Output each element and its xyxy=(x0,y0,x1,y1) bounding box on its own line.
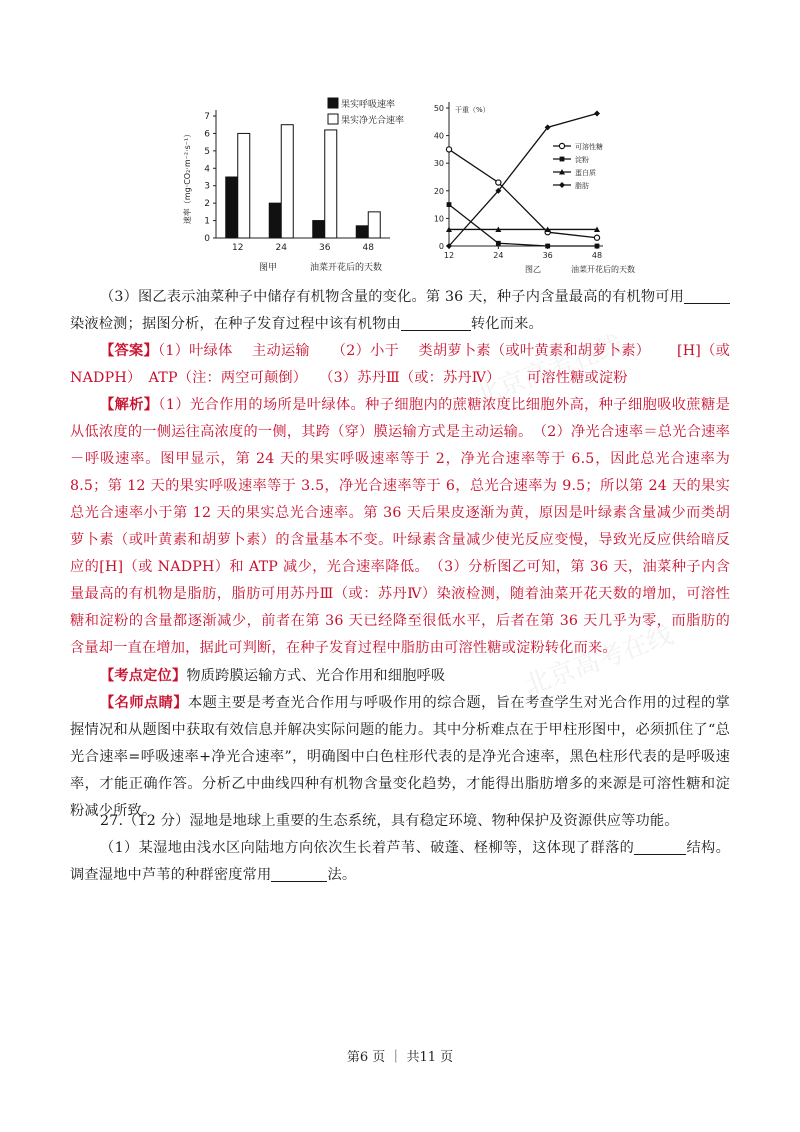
answer-blank[interactable] xyxy=(271,867,327,882)
x-axis-label: 油菜开花后的天数 xyxy=(571,265,635,274)
legend-marker xyxy=(559,182,565,188)
question-3: （3）图乙表示油菜种子中储存有机物含量的变化。第 36 天，种子内含量最高的有机物可用染液检测；据图分析，在种子发育过程中该有机物由 转化而来。 xyxy=(70,284,730,338)
question-27-head: 27.（12 分）湿地是地球上重要的生态系统，具有稳定环境、物种保护及资源供应等功能。 xyxy=(100,813,679,829)
data-point xyxy=(447,202,452,207)
x-tick-label: 48 xyxy=(591,251,603,260)
figure-label: 图乙 xyxy=(525,265,541,274)
legend-label: 淀粉 xyxy=(575,156,589,164)
y-tick-label: 0 xyxy=(204,234,210,244)
watermark: 北京高考在线 xyxy=(520,620,678,702)
bar-果实呼吸速率 xyxy=(313,221,325,238)
answer-blank[interactable] xyxy=(684,289,730,304)
y-tick-label: 6 xyxy=(204,129,210,140)
data-point xyxy=(594,111,600,117)
watermark: 北京高考在线 xyxy=(470,330,628,412)
y-tick-label: 5 xyxy=(204,146,210,157)
bar-果实净光合速率 xyxy=(238,133,250,238)
legend-marker xyxy=(559,143,564,148)
y-axis-label: 干重（%） xyxy=(455,106,490,114)
y-axis-label: 速率（mg·CO₂·m⁻²·s⁻¹） xyxy=(183,129,192,225)
x-tick-label: 36 xyxy=(542,251,553,260)
bar-果实呼吸速率 xyxy=(226,177,238,238)
data-point xyxy=(496,180,501,185)
x-tick-label: 48 xyxy=(362,243,374,253)
legend-label: 蛋白质 xyxy=(575,169,596,177)
bar-果实净光合速率 xyxy=(281,125,293,238)
legend-marker xyxy=(560,157,565,162)
kaodian-block: 【考点定位】物质跨膜运输方式、光合作用和细胞呼吸 xyxy=(100,668,446,684)
data-point xyxy=(595,244,600,249)
x-axis-label: 油菜开花后的天数 xyxy=(309,263,383,273)
y-tick-label: 1 xyxy=(204,216,210,227)
bar-果实净光合速率 xyxy=(368,212,380,238)
figure-label: 图甲 xyxy=(258,263,278,273)
legend-swatch xyxy=(328,114,338,124)
x-tick-label: 24 xyxy=(275,243,287,253)
line-chart-svg xyxy=(425,96,675,276)
y-tick-label: 7 xyxy=(204,112,210,122)
analysis-block: 【解析】（1）光合作用的场所是叶绿体。种子细胞内的蔗糖浓度比细胞外高，种子细胞吸收蔗糖是从低浓度的一侧运往高浓度的一侧，其跨（穿）膜运输方式是主动运输。 （2）净光合速率＝总光合速率－呼吸速率。图甲显示，第 24 天的果实呼吸速率等于 2，净光合速率等于 6.5，因此总光合速率为 8.5；第 12 天的果实呼吸速率等于 3.5，净光合速率等于 6，总光合速率为 9.5；所以第 24 天的果实总光合速率小于第 12 天的果实总光合速率。第 36 天后果皮逐渐为黄，原因是叶绿素含量减少而类胡萝卜素（或叶黄素和胡萝卜素）的含量基本不变。叶绿素含量减少使光反应变慢，导致光反应供给暗反应的[H]（或 NADPH）和 ATP 减少，光合速率降低。 （3）分析图乙可知，第 36 天，油菜种子内含量最高的有机物是脂肪，脂肪可用苏丹Ⅲ（或：苏丹Ⅳ）染液检测，随着油菜开花天数的增加，可溶性糖和淀粉的含量都逐渐减少，前者在第 36 天已经降至很低水平，后者在第 36 天几乎为零，而脂肪的含量却一直在增加，据此可判断，在种子发育过程中脂肪由可溶性糖或淀粉转化而来。 xyxy=(70,397,730,656)
data-point xyxy=(446,147,451,152)
y-tick-label: 40 xyxy=(433,131,444,141)
y-tick-label: 20 xyxy=(433,186,444,196)
legend-label: 可溶性糖 xyxy=(575,143,603,151)
legend-label: 脂肪 xyxy=(575,182,589,190)
data-point xyxy=(594,235,599,240)
legend-swatch xyxy=(328,98,338,108)
answer-block: 【答案】（1）叶绿体 主动运输 （2）小于 类胡萝卜素（或叶黄素和胡萝卜素） [H]（或 NADPH） ATP（注：两空可颠倒） （3）苏丹Ⅲ（或：苏丹Ⅳ） 可溶性糖或淀粉 xyxy=(70,343,730,386)
figure-b-line-chart xyxy=(425,96,675,276)
bar-果实净光合速率 xyxy=(325,130,337,238)
legend-label: 果实净光合速率 xyxy=(341,116,405,126)
data-point xyxy=(545,244,550,249)
bar-chart-svg xyxy=(180,88,420,278)
y-tick-label: 3 xyxy=(204,181,210,192)
answer-blank[interactable] xyxy=(634,840,686,855)
data-point xyxy=(496,241,501,246)
x-tick-label: 24 xyxy=(493,251,504,260)
y-tick-label: 10 xyxy=(433,214,444,224)
y-tick-label: 0 xyxy=(438,242,444,251)
answer-blank[interactable] xyxy=(401,316,471,331)
y-tick-label: 30 xyxy=(433,159,444,169)
bar-果实呼吸速率 xyxy=(356,226,368,238)
x-tick-label: 12 xyxy=(443,251,455,260)
x-tick-label: 12 xyxy=(232,243,244,253)
y-tick-label: 50 xyxy=(433,104,444,113)
page-footer: 第6 页 ｜ 共11 页 xyxy=(346,1050,454,1065)
y-tick-label: 2 xyxy=(204,199,210,210)
bar-果实呼吸速率 xyxy=(269,203,281,238)
x-tick-label: 36 xyxy=(319,243,331,253)
series-line-淀粉 xyxy=(449,205,597,246)
legend-label: 果实呼吸速率 xyxy=(341,100,396,110)
series-line-脂肪 xyxy=(449,114,597,246)
mingshi-block: 【名师点睛】本题主要是考查光合作用与呼吸作用的综合题，旨在考查学生对光合作用的过程的掌握情况和从题图中获取有效信息并解决实际问题的能力。其中分析难点在于甲柱形图中，必须抓住了“总光合速率=呼吸速率+净光合速率”，明确图中白色柱形代表的是净光合速率，黑色柱形代表的是呼吸速率，才能正确作答。分析乙中曲线四种有机物含量变化趋势，才能得出脂肪增多的来源是可溶性糖和淀粉减少所致。 xyxy=(70,695,731,819)
figure-a-bar-chart xyxy=(180,88,420,278)
question-27-sub1: （1）某湿地由浅水区向陆地方向依次生长着芦苇、破蓬、柽柳等，这体现了群落的 结构。调查湿地中芦苇的种群密度常用 法。 xyxy=(70,840,730,883)
y-tick-label: 4 xyxy=(204,164,210,175)
